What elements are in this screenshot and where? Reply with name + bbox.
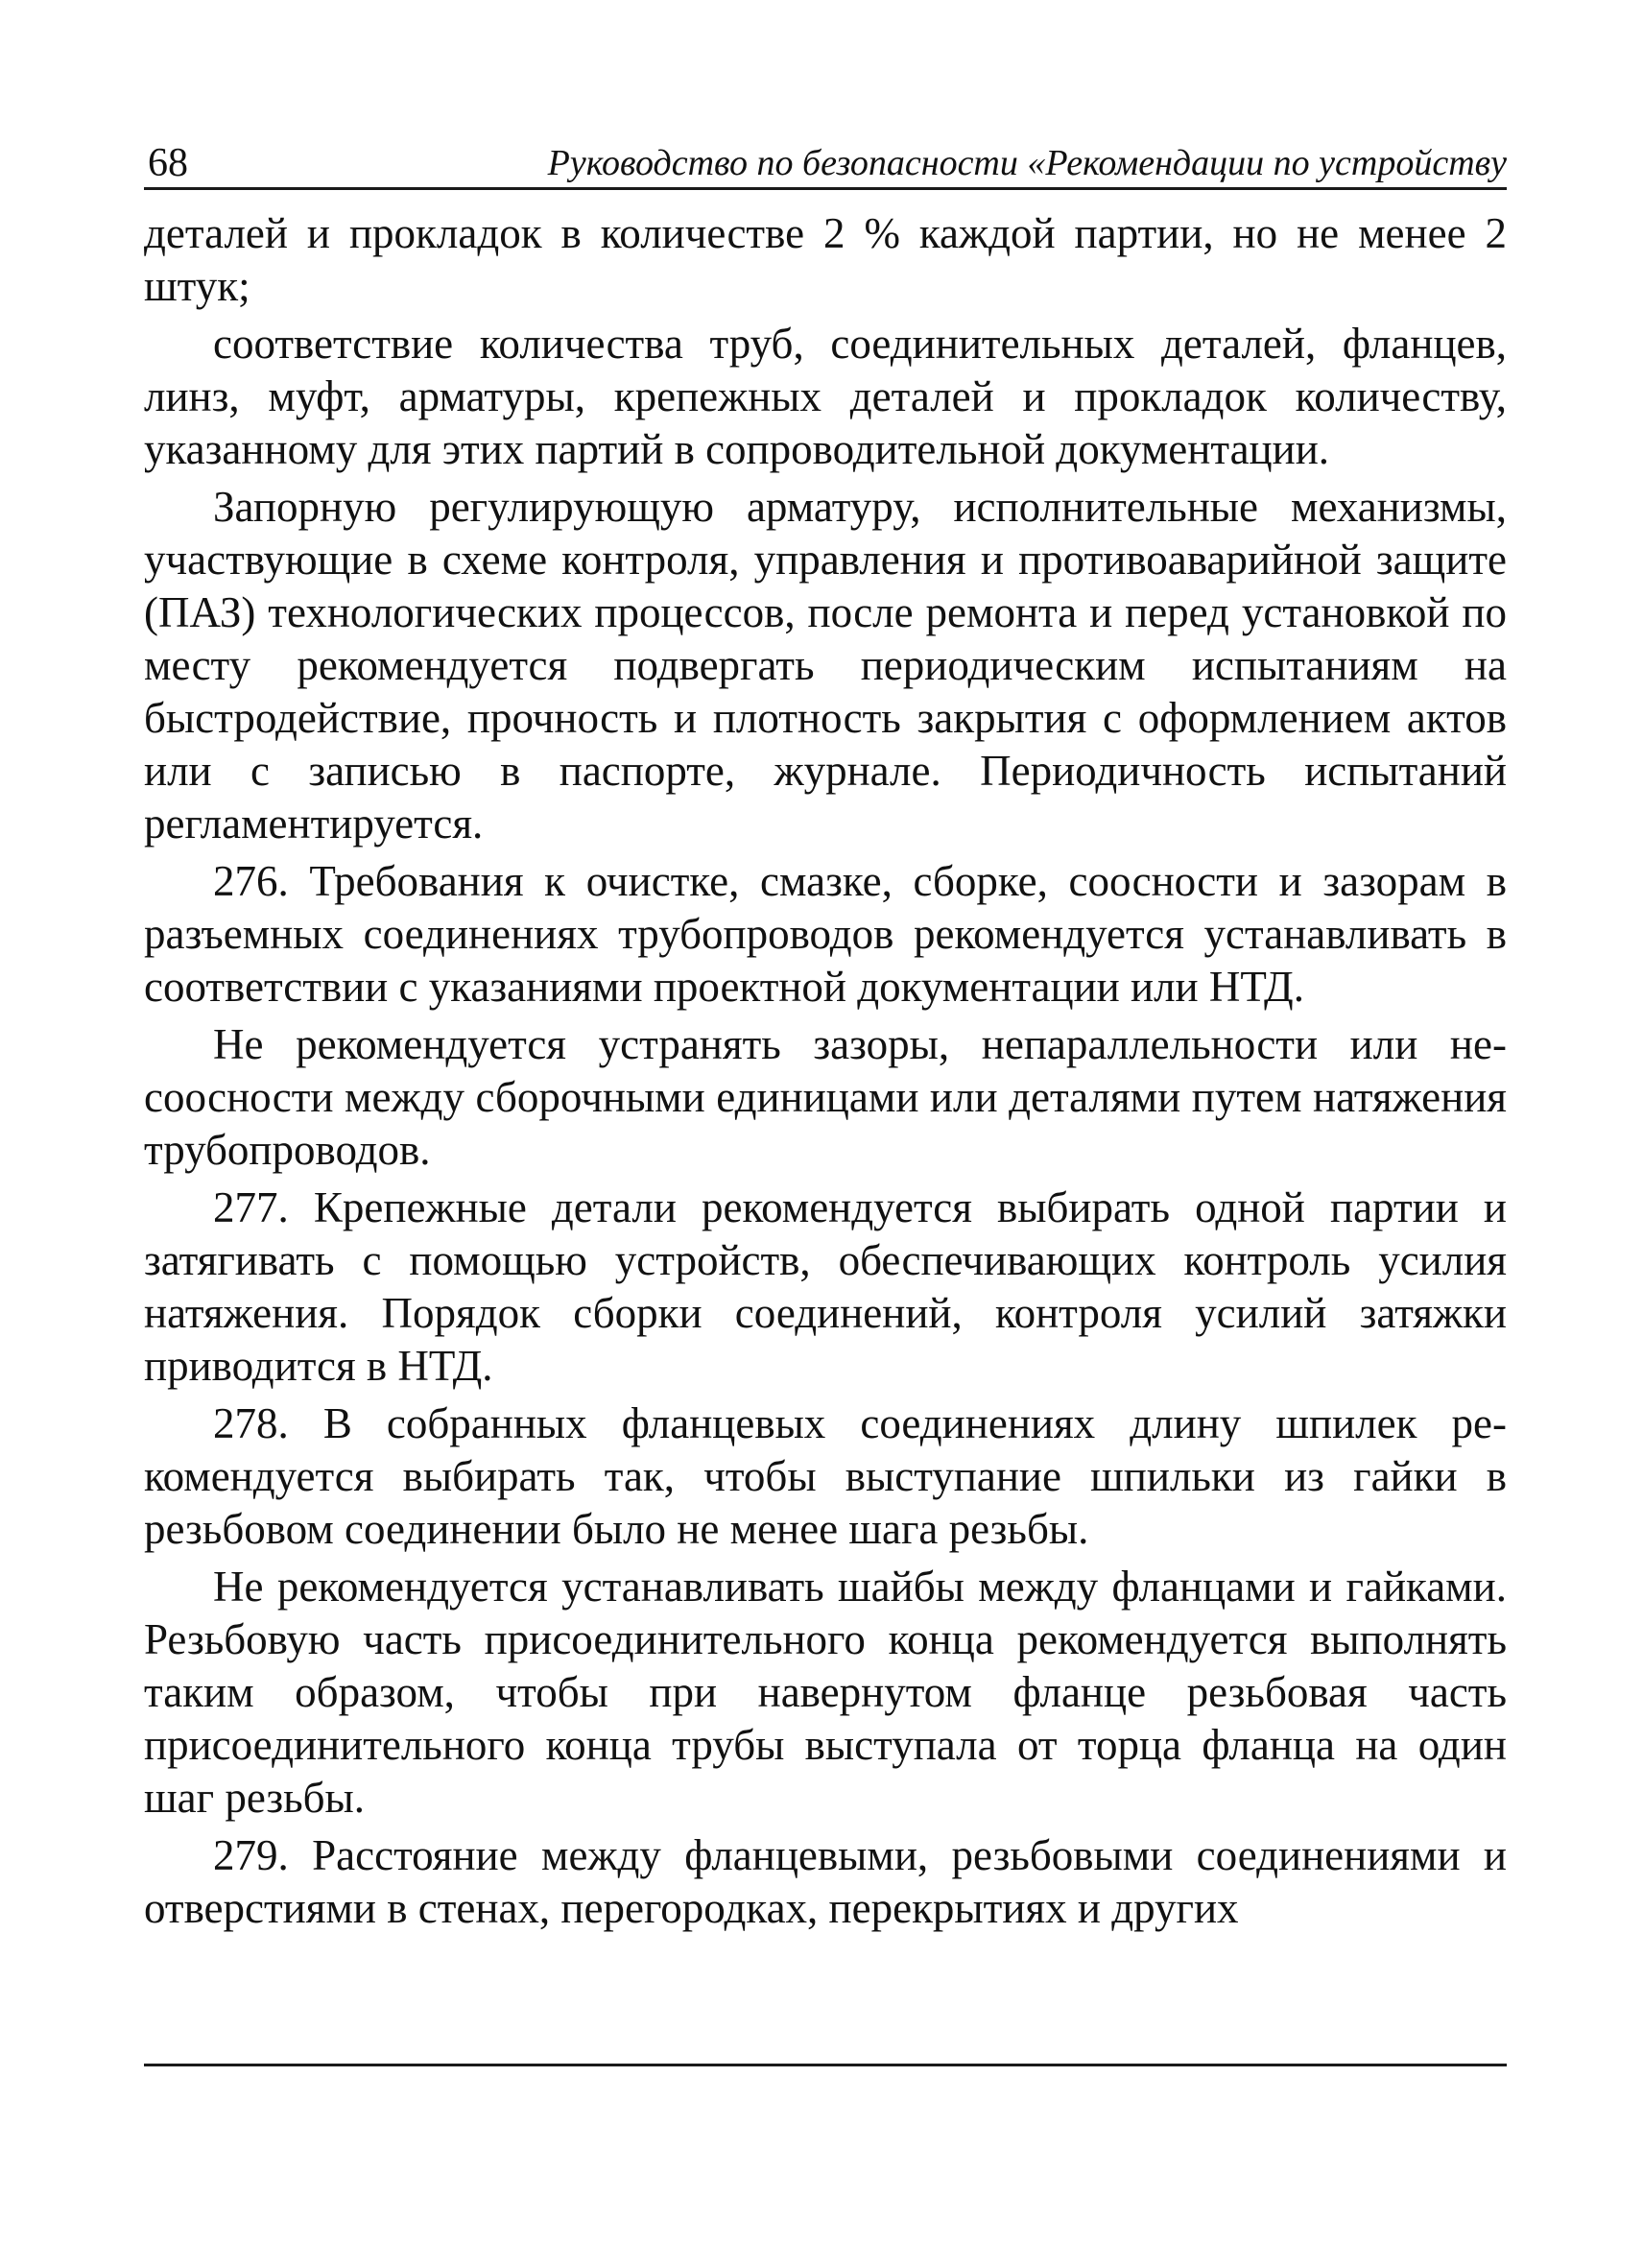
paragraph-continuation: деталей и прокладок в количестве 2 % каждой партии, но не менее 2 штук; bbox=[144, 209, 1507, 310]
paragraph: соответствие количества труб, соединительных деталей, фланцев, линз, муфт, арматуры, крепежных деталей и прокладок количеству, указанному для этих партий в сопроводительной документации. bbox=[144, 320, 1507, 473]
paragraph: Запорную регулирующую арматуру, исполнительные механизмы, участвующие в схеме контроля, управления и противоаварийной защите (ПАЗ) технологических процессов, после ремонта и перед установкой по месту рекомендуется подвергать периодическим испытаниям на быстродействие, прочность и плотность закрытия с оформлением актов или с записью в паспорте, журнале. Периодичность испытаний регламентируется. bbox=[144, 483, 1507, 848]
page-header bbox=[144, 134, 1507, 190]
body-text bbox=[144, 207, 1507, 1940]
paragraph: Не рекомендуется устанавливать шайбы между фланцами и гайками. Резьбовую часть присоединительного конца рекомендуется выполнять таким образом, чтобы при навернутом фланце резьбовая часть присоединительного конца трубы выступала от торца фланца на один шаг резьбы. bbox=[144, 1563, 1507, 1822]
running-title: Руководство по безопасности «Рекомендации по устройству bbox=[547, 143, 1507, 183]
paragraph-item-278: 278. В собранных фланцевых соединениях длину шпилек рекомендуется выбирать так, чтобы выступание шпильки из гайки в резьбовом соединении было не менее шага резьбы. bbox=[144, 1399, 1507, 1553]
page-number: 68 bbox=[148, 141, 188, 185]
paragraph-item-276: 276. Требования к очистке, смазке, сборке, соосности и зазорам в разъемных соединениях трубопроводов рекомендуется устанавливать в соответствии с указаниями проектной документации или НТД. bbox=[144, 857, 1507, 1011]
paragraph: Не рекомендуется устранять зазоры, непараллельности или несоосности между сборочными единицами или деталями путем натяжения трубопроводов. bbox=[144, 1020, 1507, 1174]
footer-rule bbox=[144, 2064, 1507, 2066]
paragraph-item-277: 277. Крепежные детали рекомендуется выбирать одной партии и затягивать с помощью устройств, обеспечивающих контроль усилия натяжения. Порядок сборки соединений, контроля усилий затяжки приводится в НТД. bbox=[144, 1183, 1507, 1390]
paragraph-item-279: 279. Расстояние между фланцевыми, резьбовыми соединениями и отверстиями в стенах, перегородках, перекрытиях и других bbox=[144, 1831, 1507, 1932]
